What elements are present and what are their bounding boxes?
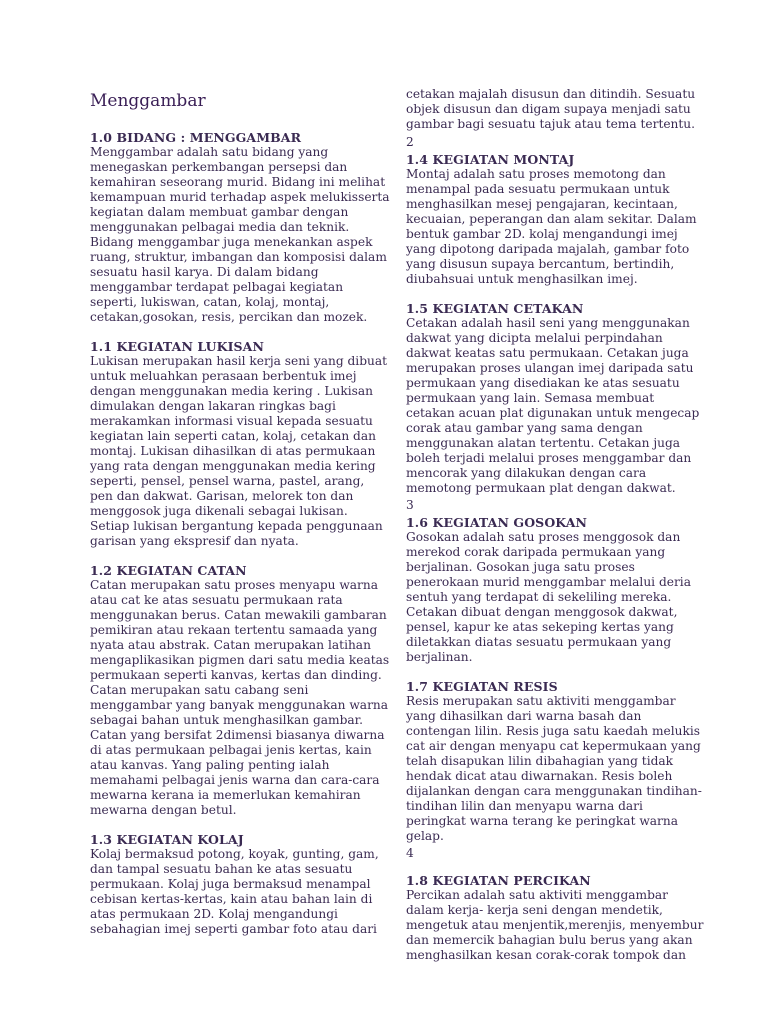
section-1-4 — [406, 152, 706, 287]
section-heading: 1.3 KEGIATAN KOLAJ — [90, 832, 244, 847]
section-body: Lukisan merupakan hasil kerja seni yang dibuat untuk meluahkan perasaan berbentuk imej dengan menggunakan media kering . Lukisan dimulakan dengan lakaran ringkas bagi merakamkan informasi visual kepada sesuatu kegiatan lain seperti catan, kolaj, cetakan dan montaj. Lukisan dihasilkan di atas permukaan yang rata dengan menggunakan media kering seperti, pensel, pensel warna, pastel, arang, pen dan dakwat. Garisan, melorek ton dan menggosok juga dikenali sebagai lukisan. Setiap lukisan bergantung kepada penggunaan garisan yang ekspresif dan nyata. — [90, 354, 388, 548]
section-heading: 1.4 KEGIATAN MONTAJ — [406, 152, 575, 167]
section-1-0 — [90, 130, 390, 325]
section-heading: 1.1 KEGIATAN LUKISAN — [90, 339, 264, 354]
page-title: Menggambar — [90, 91, 206, 111]
section-body: Resis merupakan satu aktiviti menggambar yang dihasilkan dari warna basah dan contengan lilin. Resis juga satu kaedah melukis cat air dengan menyapu cat kepermukaan yang telah disapukan lilin dibahagian yang tidak hendak dicat atau diwarnakan. Resis boleh dijalankan dengan cara menggunakan tindihan- tindihan lilin dan menyapu warna dari peringkat warna terang ke peringkat warna gelap. — [406, 694, 702, 843]
section-1-2 — [90, 563, 390, 818]
section-body: Montaj adalah satu proses memotong dan menampal pada sesuatu permukaan untuk menghasilkan mesej pengajaran, kecintaan, kecuaian, peperangan dan alam sekitar. Dalam bentuk gambar 2D. kolaj mengandungi imej yang dipotong daripada majalah, gambar foto yang disusun supaya bercantum, bertindih, diubahsuai untuk menghasilkan imej. — [406, 167, 697, 286]
continued-text: cetakan majalah disusun dan ditindih. Sesuatu objek disusun dan digam supaya menjadi satu gambar bagi sesuatu tajuk atau tema tertentu. — [406, 87, 696, 131]
left-column — [90, 90, 390, 951]
section-heading: 1.5 KEGIATAN CETAKAN — [406, 301, 584, 316]
page-number: 2 — [406, 135, 414, 149]
section-heading: 1.8 KEGIATAN PERCIKAN — [406, 873, 591, 888]
section-heading: 1.7 KEGIATAN RESIS — [406, 679, 558, 694]
section-body: Kolaj bermaksud potong, koyak, gunting, gam, dan tampal sesuatu bahan ke atas sesuatu permukaan. Kolaj juga bermaksud menampal cebisan kertas-kertas, kain atau bahan lain di atas permukaan 2D. Kolaj mengandungi sebahagian imej seperti gambar foto atau dari — [90, 847, 379, 936]
section-heading: 1.0 BIDANG : MENGGAMBAR — [90, 130, 302, 145]
page-number: 4 — [406, 846, 414, 860]
section-1-7 — [406, 679, 706, 844]
section-body: Gosokan adalah satu proses menggosok dan merekod corak daripada permukaan yang berjalinan. Gosokan juga satu proses penerokaan murid menggambar melalui deria sentuh yang terdapat di sekeliling mereka. Cetakan dibuat dengan menggosok dakwat, pensel, kapur ke atas sekeping kertas yang diletakkan diatas sesuatu permukaan yang berjalinan. — [406, 530, 691, 664]
section-1-1 — [90, 339, 390, 549]
section-1-8 — [406, 873, 706, 963]
section-1-3 — [90, 832, 390, 937]
section-body: Menggambar adalah satu bidang yang menegaskan perkembangan persepsi dan kemahiran seseorang murid. Bidang ini melihat kemampuan murid terhadap aspek melukisserta kegiatan dalam membuat gambar dengan menggunakan pelbagai media dan teknik. Bidang menggambar juga menekankan aspek ruang, struktur, imbangan dan komposisi dalam sesuatu hasil karya. Di dalam bidang menggambar terdapat pelbagai kegiatan seperti, lukiswan, catan, kolaj, montaj, cetakan,gosokan, resis, percikan dan mozek. — [90, 145, 390, 324]
section-heading: 1.2 KEGIATAN CATAN — [90, 563, 247, 578]
section-body: Catan merupakan satu proses menyapu warna atau cat ke atas sesuatu permukaan rata menggunakan berus. Catan mewakili gambaran pemikiran atau rekaan tertentu samaada yang nyata atau abstrak. Catan merupakan latihan mengaplikasikan pigmen dari satu media keatas permukaan seperti kanvas, kertas dan dinding. Catan merupakan satu cabang seni menggambar yang banyak menggunakan warna sebagai bahan untuk menghasilkan gambar. Catan yang bersifat 2dimensi biasanya diwarna di atas permukaan pelbagai jenis kertas, kain atau kanvas. Yang paling penting ialah memahami pelbagai jenis warna dan cara-cara mewarna kerana ia memerlukan kemahiran mewarna dengan betul. — [90, 578, 390, 817]
section-body: Cetakan adalah hasil seni yang menggunakan dakwat yang dicipta melalui perpindahan dakwat keatas satu permukaan. Cetakan juga merupakan proses ulangan imej daripada satu permukaan yang disediakan ke atas sesuatu permukaan yang lain. Semasa membuat cetakan acuan plat digunakan untuk mengecap corak atau gambar yang sama dengan menggunakan alatan tertentu. Cetakan juga boleh terjadi melalui proses menggambar dan mencorak yang dilakukan dengan cara memotong permukaan plat dengan dakwat. — [406, 316, 700, 495]
section-1-5 — [406, 301, 706, 496]
section-body: Percikan adalah satu aktiviti menggambar dalam kerja- kerja seni dengan mendetik, mengetuk atau menjentik,merenjis, menyembur dan memercik bahagian bulu berus yang akan menghasilkan kesan corak-corak tompok dan — [406, 888, 704, 962]
section-1-6 — [406, 515, 706, 665]
page-number: 3 — [406, 498, 414, 512]
right-column — [406, 87, 706, 977]
section-heading: 1.6 KEGIATAN GOSOKAN — [406, 515, 588, 530]
